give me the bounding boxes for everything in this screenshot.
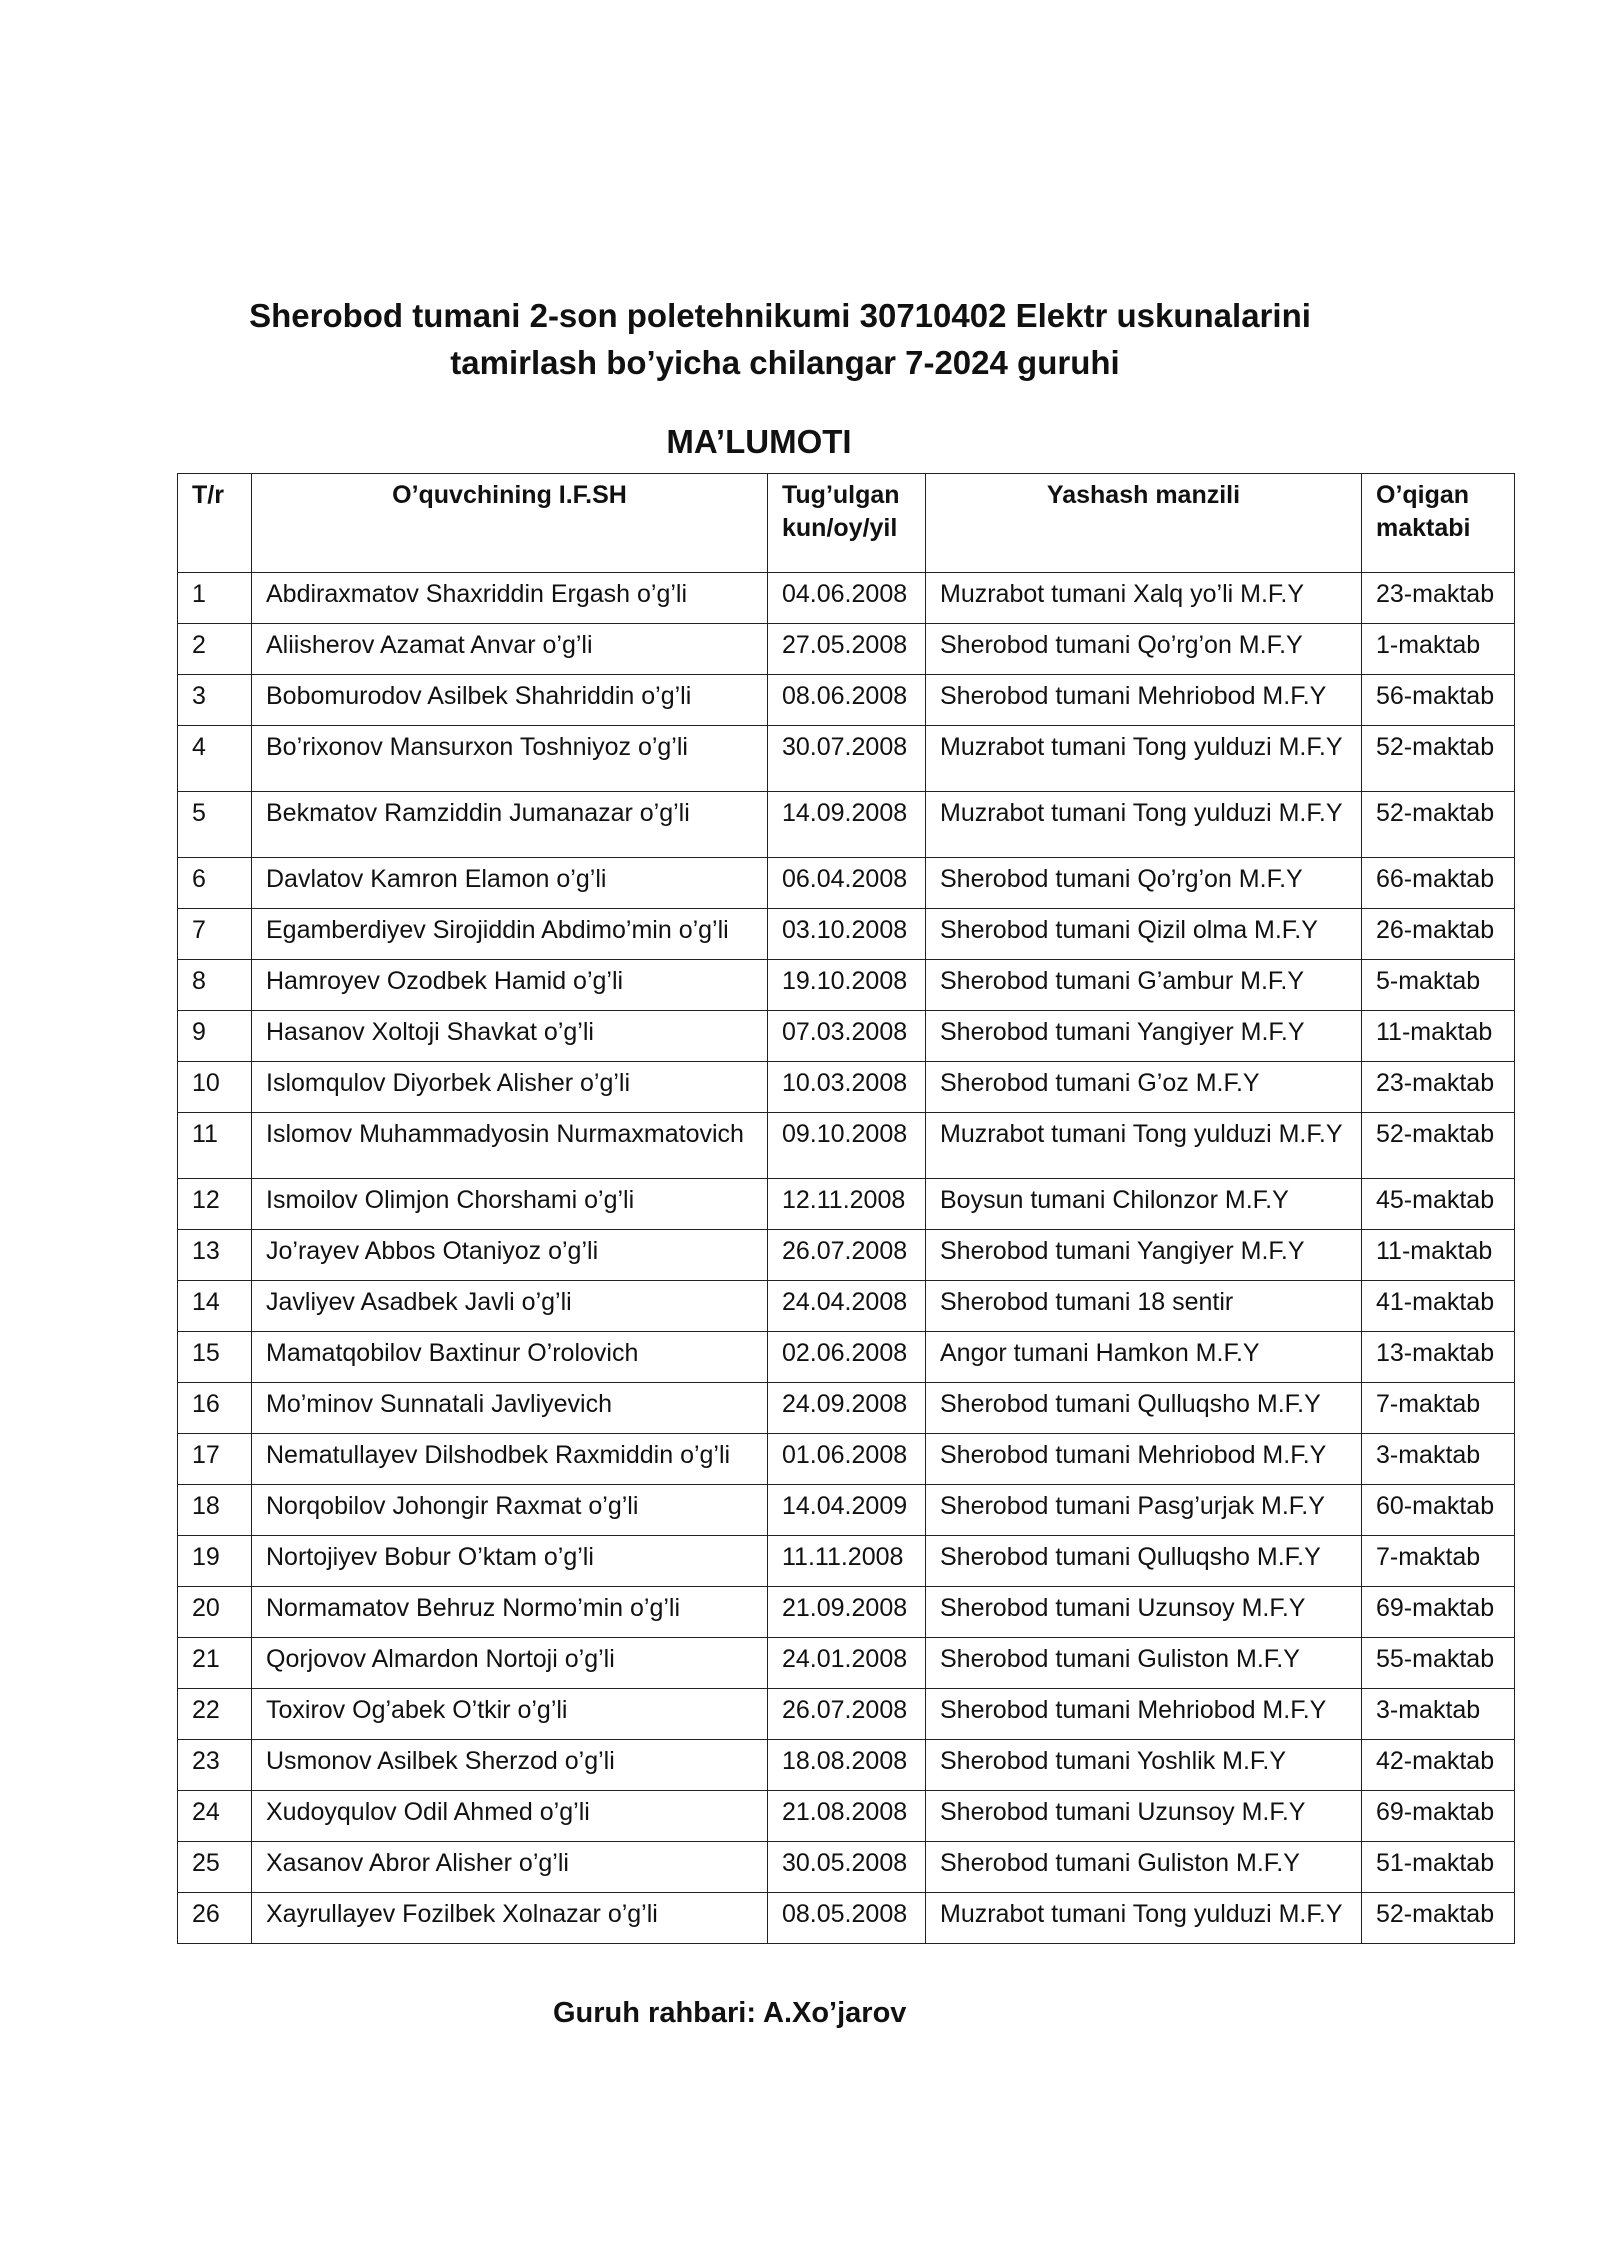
cell-name: Abdiraxmatov Shaxriddin Ergash o’g’li — [252, 573, 768, 624]
cell-birth-date: 24.09.2008 — [768, 1383, 926, 1434]
cell-address: Muzrabot tumani Tong yulduzi M.F.Y — [926, 726, 1362, 792]
table-row — [178, 624, 1515, 675]
cell-address: Sherobod tumani Qo’rg’on M.F.Y — [926, 624, 1362, 675]
cell-school: 52-maktab — [1362, 1113, 1515, 1179]
group-leader: Guruh rahbari: A.Xo’jarov — [553, 1997, 907, 2029]
header-school: O’qigan maktabi — [1362, 474, 1515, 573]
cell-school: 69-maktab — [1362, 1587, 1515, 1638]
table-row — [178, 1536, 1515, 1587]
cell-school: 7-maktab — [1362, 1383, 1515, 1434]
cell-school: 52-maktab — [1362, 792, 1515, 858]
cell-address: Muzrabot tumani Tong yulduzi M.F.Y — [926, 1893, 1362, 1944]
cell-school: 55-maktab — [1362, 1638, 1515, 1689]
cell-birth-date: 30.07.2008 — [768, 726, 926, 792]
cell-name: Nortojiyev Bobur O’ktam o’g’li — [252, 1536, 768, 1587]
cell-name: Mamatqobilov Baxtinur O’rolovich — [252, 1332, 768, 1383]
table-row — [178, 1179, 1515, 1230]
cell-name: Toxirov Og’abek O’tkir o’g’li — [252, 1689, 768, 1740]
cell-school: 52-maktab — [1362, 726, 1515, 792]
cell-address: Sherobod tumani G’oz M.F.Y — [926, 1062, 1362, 1113]
cell-address: Sherobod tumani 18 sentir — [926, 1281, 1362, 1332]
cell-school: 23-maktab — [1362, 573, 1515, 624]
cell-number: 20 — [178, 1587, 252, 1638]
cell-school: 66-maktab — [1362, 858, 1515, 909]
cell-birth-date: 14.09.2008 — [768, 792, 926, 858]
cell-name: Jo’rayev Abbos Otaniyoz o’g’li — [252, 1230, 768, 1281]
cell-number: 8 — [178, 960, 252, 1011]
cell-birth-date: 04.06.2008 — [768, 573, 926, 624]
cell-number: 24 — [178, 1791, 252, 1842]
header-number: T/r — [178, 474, 252, 573]
cell-name: Hasanov Xoltoji Shavkat o’g’li — [252, 1011, 768, 1062]
cell-number: 25 — [178, 1842, 252, 1893]
cell-address: Sherobod tumani Guliston M.F.Y — [926, 1842, 1362, 1893]
cell-birth-date: 06.04.2008 — [768, 858, 926, 909]
cell-address: Angor tumani Hamkon M.F.Y — [926, 1332, 1362, 1383]
document-heading: MA’LUMOTI — [666, 423, 852, 460]
cell-birth-date: 10.03.2008 — [768, 1062, 926, 1113]
cell-name: Norqobilov Johongir Raxmat o’g’li — [252, 1485, 768, 1536]
cell-birth-date: 02.06.2008 — [768, 1332, 926, 1383]
cell-name: Javliyev Asadbek Javli o’g’li — [252, 1281, 768, 1332]
cell-school: 41-maktab — [1362, 1281, 1515, 1332]
cell-school: 13-maktab — [1362, 1332, 1515, 1383]
cell-number: 23 — [178, 1740, 252, 1791]
cell-name: Xudoyqulov Odil Ahmed o’g’li — [252, 1791, 768, 1842]
cell-school: 7-maktab — [1362, 1536, 1515, 1587]
cell-school: 1-maktab — [1362, 624, 1515, 675]
cell-address: Sherobod tumani Qulluqsho M.F.Y — [926, 1536, 1362, 1587]
cell-number: 3 — [178, 675, 252, 726]
cell-birth-date: 08.06.2008 — [768, 675, 926, 726]
cell-address: Sherobod tumani Yangiyer M.F.Y — [926, 1230, 1362, 1281]
table-row — [178, 726, 1515, 792]
cell-number: 4 — [178, 726, 252, 792]
cell-number: 18 — [178, 1485, 252, 1536]
cell-birth-date: 26.07.2008 — [768, 1230, 926, 1281]
table-header-row — [178, 474, 1515, 573]
cell-number: 11 — [178, 1113, 252, 1179]
cell-birth-date: 11.11.2008 — [768, 1536, 926, 1587]
cell-name: Bobomurodov Asilbek Shahriddin o’g’li — [252, 675, 768, 726]
cell-birth-date: 19.10.2008 — [768, 960, 926, 1011]
cell-number: 1 — [178, 573, 252, 624]
cell-number: 21 — [178, 1638, 252, 1689]
cell-birth-date: 01.06.2008 — [768, 1434, 926, 1485]
cell-name: Bekmatov Ramziddin Jumanazar o’g’li — [252, 792, 768, 858]
cell-name: Qorjovov Almardon Nortoji o’g’li — [252, 1638, 768, 1689]
cell-birth-date: 12.11.2008 — [768, 1179, 926, 1230]
table-row — [178, 1062, 1515, 1113]
table-row — [178, 1689, 1515, 1740]
cell-address: Boysun tumani Chilonzor M.F.Y — [926, 1179, 1362, 1230]
table-row — [178, 1791, 1515, 1842]
table-row — [178, 1113, 1515, 1179]
cell-number: 10 — [178, 1062, 252, 1113]
cell-address: Sherobod tumani Qo’rg’on M.F.Y — [926, 858, 1362, 909]
cell-school: 52-maktab — [1362, 1893, 1515, 1944]
cell-school: 3-maktab — [1362, 1689, 1515, 1740]
cell-number: 22 — [178, 1689, 252, 1740]
header-address: Yashash manzili — [926, 474, 1362, 573]
cell-birth-date: 08.05.2008 — [768, 1893, 926, 1944]
cell-birth-date: 24.01.2008 — [768, 1638, 926, 1689]
cell-birth-date: 07.03.2008 — [768, 1011, 926, 1062]
cell-number: 17 — [178, 1434, 252, 1485]
cell-school: 5-maktab — [1362, 960, 1515, 1011]
table-row — [178, 675, 1515, 726]
cell-name: Xayrullayev Fozilbek Xolnazar o’g’li — [252, 1893, 768, 1944]
cell-birth-date: 26.07.2008 — [768, 1689, 926, 1740]
student-table — [177, 473, 1515, 1944]
cell-number: 15 — [178, 1332, 252, 1383]
header-birth-date: Tug’ulgan kun/oy/yil — [768, 474, 926, 573]
cell-address: Sherobod tumani Pasg’urjak M.F.Y — [926, 1485, 1362, 1536]
document-title-line-1: Sherobod tumani 2-son poletehnikumi 30710402 Elektr uskunalarini — [249, 297, 1311, 334]
cell-school: 11-maktab — [1362, 1230, 1515, 1281]
cell-name: Davlatov Kamron Elamon o’g’li — [252, 858, 768, 909]
cell-address: Sherobod tumani Mehriobod M.F.Y — [926, 1434, 1362, 1485]
cell-birth-date: 27.05.2008 — [768, 624, 926, 675]
cell-name: Egamberdiyev Sirojiddin Abdimo’min o’g’li — [252, 909, 768, 960]
cell-school: 26-maktab — [1362, 909, 1515, 960]
cell-name: Ismoilov Olimjon Chorshami o’g’li — [252, 1179, 768, 1230]
cell-address: Muzrabot tumani Tong yulduzi M.F.Y — [926, 792, 1362, 858]
table-row — [178, 792, 1515, 858]
table-row — [178, 1587, 1515, 1638]
table-row — [178, 1638, 1515, 1689]
cell-school: 51-maktab — [1362, 1842, 1515, 1893]
cell-address: Sherobod tumani Qulluqsho M.F.Y — [926, 1383, 1362, 1434]
cell-number: 9 — [178, 1011, 252, 1062]
cell-number: 13 — [178, 1230, 252, 1281]
table-row — [178, 1011, 1515, 1062]
table-row — [178, 573, 1515, 624]
table-row — [178, 1434, 1515, 1485]
cell-address: Sherobod tumani Uzunsoy M.F.Y — [926, 1791, 1362, 1842]
table-row — [178, 1230, 1515, 1281]
cell-birth-date: 18.08.2008 — [768, 1740, 926, 1791]
cell-name: Islomov Muhammadyosin Nurmaxmatovich — [252, 1113, 768, 1179]
cell-address: Sherobod tumani Guliston M.F.Y — [926, 1638, 1362, 1689]
cell-birth-date: 14.04.2009 — [768, 1485, 926, 1536]
cell-name: Hamroyev Ozodbek Hamid o’g’li — [252, 960, 768, 1011]
cell-school: 45-maktab — [1362, 1179, 1515, 1230]
table-row — [178, 1383, 1515, 1434]
cell-address: Sherobod tumani Yoshlik M.F.Y — [926, 1740, 1362, 1791]
cell-birth-date: 21.09.2008 — [768, 1587, 926, 1638]
cell-number: 12 — [178, 1179, 252, 1230]
cell-number: 26 — [178, 1893, 252, 1944]
cell-name: Xasanov Abror Alisher o’g’li — [252, 1842, 768, 1893]
cell-address: Sherobod tumani Mehriobod M.F.Y — [926, 1689, 1362, 1740]
table-row — [178, 1332, 1515, 1383]
cell-birth-date: 03.10.2008 — [768, 909, 926, 960]
cell-name: Usmonov Asilbek Sherzod o’g’li — [252, 1740, 768, 1791]
cell-number: 6 — [178, 858, 252, 909]
cell-school: 42-maktab — [1362, 1740, 1515, 1791]
table-row — [178, 1281, 1515, 1332]
cell-address: Muzrabot tumani Xalq yo’li M.F.Y — [926, 573, 1362, 624]
cell-address: Sherobod tumani Qizil olma M.F.Y — [926, 909, 1362, 960]
cell-birth-date: 24.04.2008 — [768, 1281, 926, 1332]
cell-name: Nematullayev Dilshodbek Raxmiddin o’g’li — [252, 1434, 768, 1485]
document-title-line-2: tamirlash bo’yicha chilangar 7-2024 guruhi — [450, 344, 1120, 381]
cell-school: 23-maktab — [1362, 1062, 1515, 1113]
cell-address: Sherobod tumani Mehriobod M.F.Y — [926, 675, 1362, 726]
cell-name: Mo’minov Sunnatali Javliyevich — [252, 1383, 768, 1434]
cell-name: Bo’rixonov Mansurxon Toshniyoz o’g’li — [252, 726, 768, 792]
cell-birth-date: 09.10.2008 — [768, 1113, 926, 1179]
cell-number: 7 — [178, 909, 252, 960]
cell-number: 5 — [178, 792, 252, 858]
cell-address: Sherobod tumani Uzunsoy M.F.Y — [926, 1587, 1362, 1638]
cell-birth-date: 30.05.2008 — [768, 1842, 926, 1893]
cell-address: Muzrabot tumani Tong yulduzi M.F.Y — [926, 1113, 1362, 1179]
table-row — [178, 858, 1515, 909]
table-row — [178, 1485, 1515, 1536]
cell-birth-date: 21.08.2008 — [768, 1791, 926, 1842]
cell-address: Sherobod tumani G’ambur M.F.Y — [926, 960, 1362, 1011]
cell-number: 2 — [178, 624, 252, 675]
table-row — [178, 960, 1515, 1011]
cell-school: 3-maktab — [1362, 1434, 1515, 1485]
cell-number: 14 — [178, 1281, 252, 1332]
cell-name: Normamatov Behruz Normo’min o’g’li — [252, 1587, 768, 1638]
table-row — [178, 1893, 1515, 1944]
cell-name: Aliisherov Azamat Anvar o’g’li — [252, 624, 768, 675]
table-row — [178, 1740, 1515, 1791]
cell-number: 16 — [178, 1383, 252, 1434]
cell-number: 19 — [178, 1536, 252, 1587]
header-name: O’quvchining I.F.SH — [252, 474, 768, 573]
cell-school: 60-maktab — [1362, 1485, 1515, 1536]
cell-address: Sherobod tumani Yangiyer M.F.Y — [926, 1011, 1362, 1062]
cell-name: Islomqulov Diyorbek Alisher o’g’li — [252, 1062, 768, 1113]
cell-school: 56-maktab — [1362, 675, 1515, 726]
cell-school: 11-maktab — [1362, 1011, 1515, 1062]
table-row — [178, 909, 1515, 960]
cell-school: 69-maktab — [1362, 1791, 1515, 1842]
table-row — [178, 1842, 1515, 1893]
